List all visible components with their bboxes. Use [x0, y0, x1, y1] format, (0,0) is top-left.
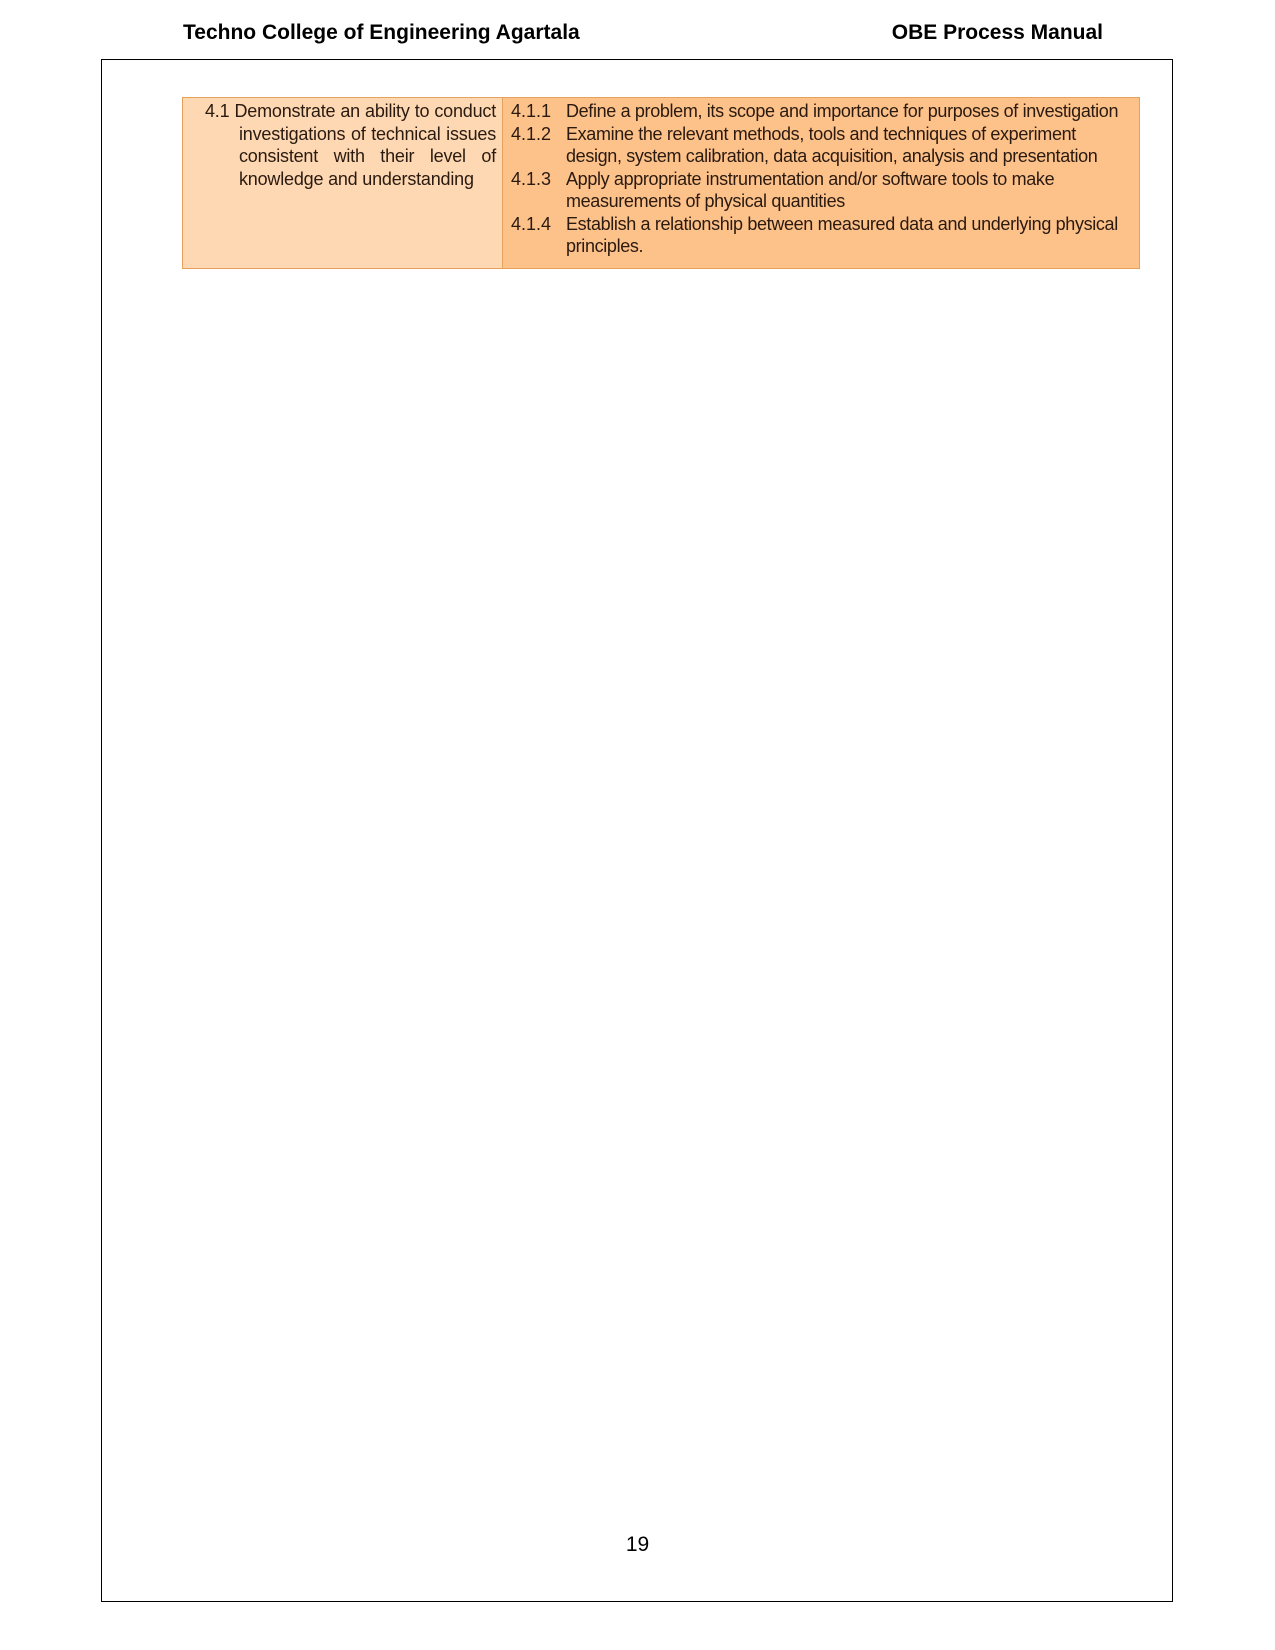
outcome-table	[182, 97, 1140, 269]
outcome-code: 4.1	[205, 101, 230, 121]
indicator-item	[511, 168, 1131, 213]
indicator-code: 4.1.2	[511, 123, 552, 144]
header-document-title: OBE Process Manual	[891, 21, 1103, 44]
page-number: 19	[625, 1533, 650, 1556]
indicator-item	[511, 100, 1131, 123]
indicator-item	[511, 213, 1131, 258]
outcome-statement: Demonstrate an ability to conduct investigations of technical issues consistent with their level of knowledge and understanding	[234, 101, 496, 189]
indicators-cell	[503, 98, 1139, 268]
indicator-code: 4.1.4	[511, 213, 552, 234]
indicator-text: Apply appropriate instrumentation and/or software tools to make measurements of physical quantities	[566, 168, 1055, 211]
outcome-statement-block	[183, 100, 496, 190]
indicator-item	[511, 123, 1131, 168]
indicator-text: Examine the relevant methods, tools and techniques of experiment design, system calibration, data acquisition, analysis and presentation	[566, 123, 1098, 166]
indicator-text: Establish a relationship between measured data and underlying physical principles.	[566, 213, 1118, 256]
indicator-text: Define a problem, its scope and importance for purposes of investigation	[566, 101, 1119, 121]
outcome-cell	[183, 98, 503, 268]
page-frame	[101, 59, 1173, 1602]
header-institution: Techno College of Engineering Agartala	[183, 21, 580, 44]
indicator-code: 4.1.1	[511, 101, 552, 121]
indicator-code: 4.1.3	[511, 168, 552, 189]
